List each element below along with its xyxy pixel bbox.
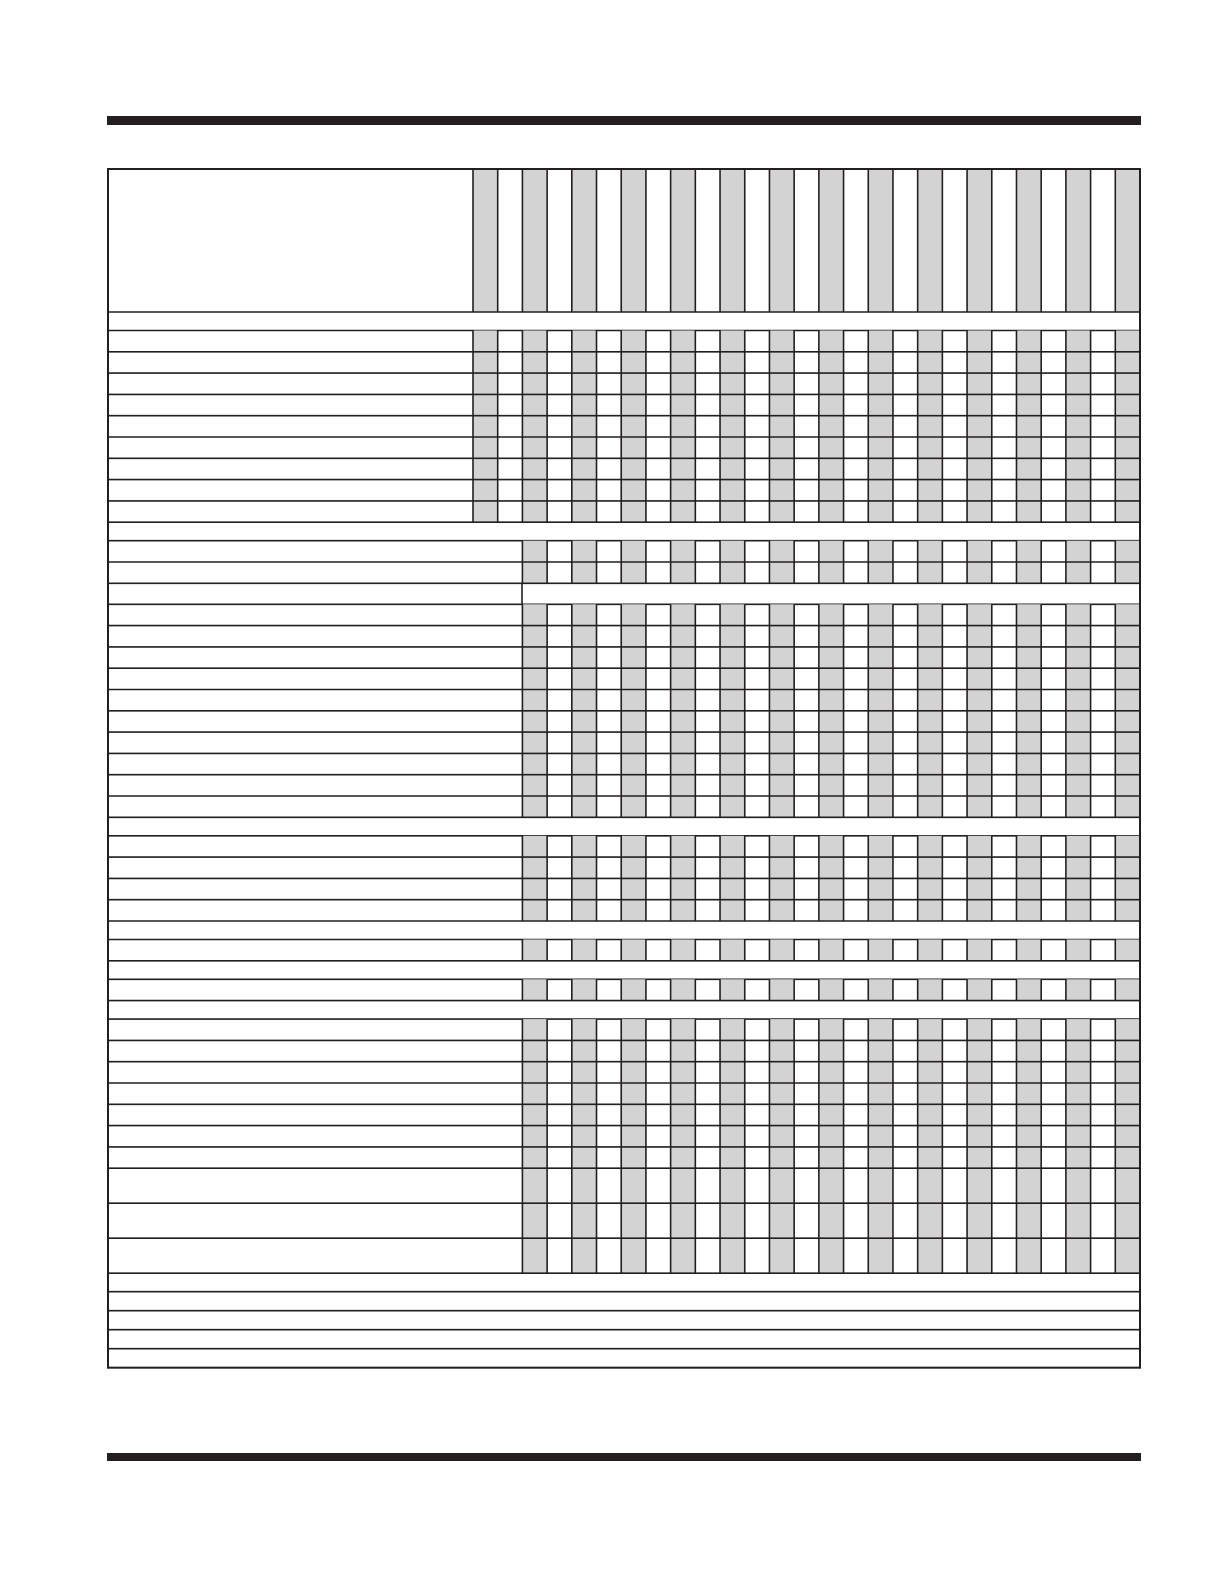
section-1-shade-12 (769, 331, 794, 523)
bottom-rule (107, 1453, 1141, 1461)
section-1-shade-10 (720, 331, 745, 523)
section-6-shade-6 (621, 979, 646, 1000)
section-5-shade-24 (1066, 940, 1091, 961)
section-1-shade-0 (473, 331, 498, 523)
header-shade-0 (473, 169, 498, 312)
section-6-shade-18 (918, 979, 943, 1000)
section-1-shade-22 (1016, 331, 1041, 523)
section-1-shade-20 (967, 331, 992, 523)
header-shade-22 (1016, 169, 1041, 312)
header-shade-26 (1115, 169, 1140, 312)
section-5-shade-4 (572, 940, 597, 961)
header-shade-10 (720, 169, 745, 312)
section-6-shade-26 (1115, 979, 1140, 1000)
section-1-shade-18 (918, 331, 943, 523)
section-5-shade-14 (819, 940, 844, 961)
header-shade-6 (621, 169, 646, 312)
section-5-shade-20 (967, 940, 992, 961)
header-shade-16 (868, 169, 893, 312)
header-shade-20 (967, 169, 992, 312)
header-shade-24 (1066, 169, 1091, 312)
section-6-shade-10 (720, 979, 745, 1000)
section-5-shade-18 (918, 940, 943, 961)
header-shade-8 (671, 169, 696, 312)
header-shade-12 (769, 169, 794, 312)
section-6-shade-20 (967, 979, 992, 1000)
header-shade-18 (918, 169, 943, 312)
section-6-shade-22 (1016, 979, 1041, 1000)
header-shade-2 (522, 169, 547, 312)
section-1-shade-6 (621, 331, 646, 523)
section-6-shade-14 (819, 979, 844, 1000)
section-5-shade-10 (720, 940, 745, 961)
section-1-shade-8 (671, 331, 696, 523)
section-5-shade-6 (621, 940, 646, 961)
section-5-shade-22 (1016, 940, 1041, 961)
section-1-shade-16 (868, 331, 893, 523)
section-1-shade-2 (522, 331, 547, 523)
section-6-shade-24 (1066, 979, 1091, 1000)
header-shade-4 (572, 169, 597, 312)
section-1-shade-14 (819, 331, 844, 523)
section-6-shade-8 (671, 979, 696, 1000)
header-label-cell (108, 169, 473, 312)
section-5-shade-26 (1115, 940, 1140, 961)
section-1-shade-4 (572, 331, 597, 523)
section-6-shade-4 (572, 979, 597, 1000)
section-6-shade-2 (522, 979, 547, 1000)
section-1-shade-24 (1066, 331, 1091, 523)
section-5-shade-8 (671, 940, 696, 961)
header-shade-14 (819, 169, 844, 312)
section-6-shade-16 (868, 979, 893, 1000)
section-5-shade-16 (868, 940, 893, 961)
section-6-shade-12 (769, 979, 794, 1000)
section-5-shade-12 (769, 940, 794, 961)
section-1-shade-26 (1115, 331, 1140, 523)
section-5-shade-2 (522, 940, 547, 961)
